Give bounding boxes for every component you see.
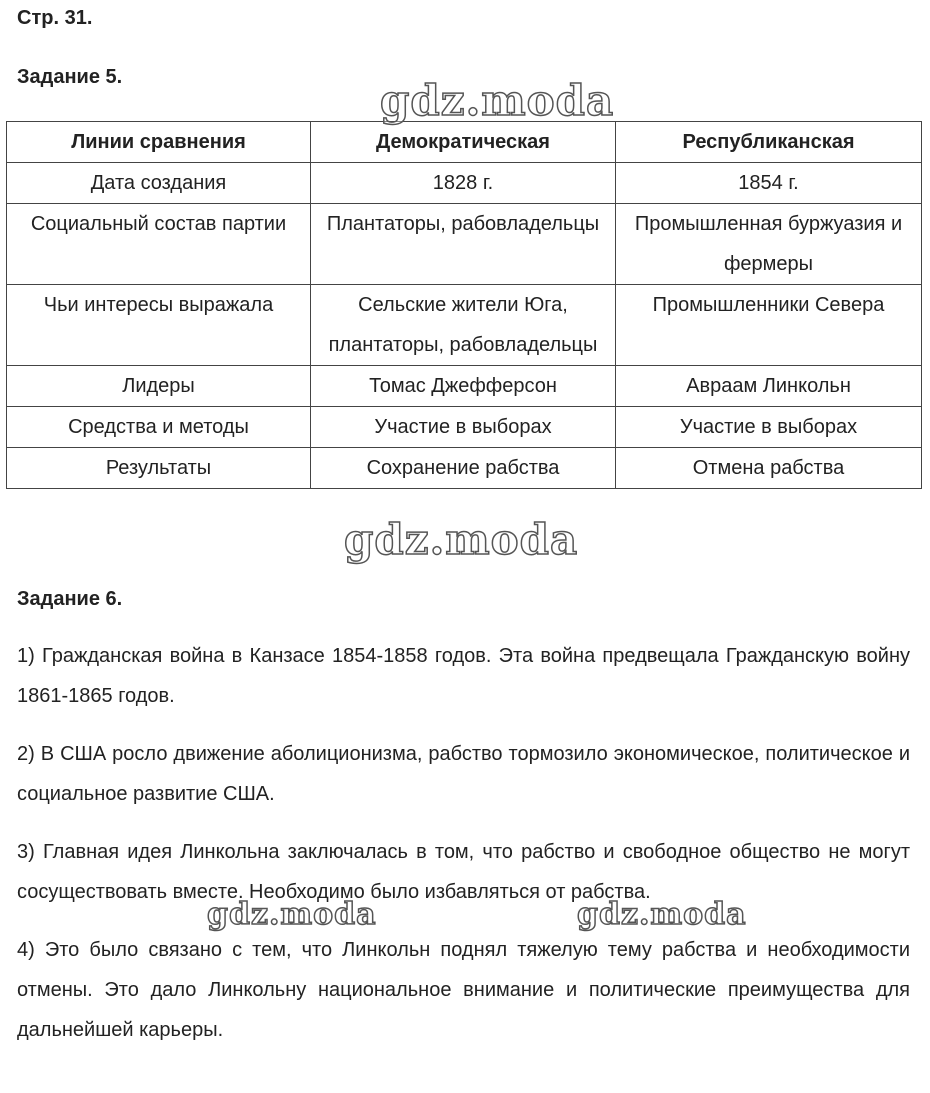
header-cell: Республиканская: [616, 122, 922, 163]
answer-paragraph: 4) Это было связано с тем, что Линкольн поднял тяжелую тему рабства и необходимости отмены. Это дало Линкольну национальное внимание и политические преимущества для дальнейшей карьеры.: [17, 939, 910, 1041]
table-cell: Лидеры: [7, 366, 311, 407]
table-cell: Томас Джефферсон: [311, 366, 616, 407]
table-row: [7, 366, 922, 407]
task-6-title: Задание 6.: [17, 588, 123, 610]
table-cell: Дата создания: [7, 163, 311, 204]
table-row: [7, 448, 922, 489]
table-cell: Сельские жители Юга, плантаторы, рабовладельцы: [311, 285, 616, 366]
table-cell: Участие в выборах: [616, 407, 922, 448]
table-cell: 1854 г.: [616, 163, 922, 204]
table-cell: Результаты: [7, 448, 311, 489]
task-5-title: Задание 5.: [17, 66, 123, 88]
watermark: gdz.moda: [344, 515, 579, 564]
table-header-row: [7, 122, 922, 163]
answer-paragraph: 1) Гражданская война в Канзасе 1854-1858 годов. Эта война предвещала Гражданскую войну 1861-1865 годов.: [17, 645, 910, 707]
table-cell: Чьи интересы выражала: [7, 285, 311, 366]
table-cell: Промышленники Севера: [616, 285, 922, 366]
table-cell: Сохранение рабства: [311, 448, 616, 489]
table-row: [7, 163, 922, 204]
answer-paragraph: 2) В США росло движение аболиционизма, рабство тормозило экономическое, политическое и социальное развитие США.: [17, 743, 910, 805]
table-cell: Отмена рабства: [616, 448, 922, 489]
watermark: gdz.moda: [577, 897, 747, 932]
table-cell: Плантаторы, рабовладельцы: [311, 204, 616, 285]
table-cell: Авраам Линкольн: [616, 366, 922, 407]
table-cell: 1828 г.: [311, 163, 616, 204]
table-row: [7, 407, 922, 448]
table-row: [7, 204, 922, 285]
watermark: gdz.moda: [207, 897, 377, 932]
table-cell: Участие в выборах: [311, 407, 616, 448]
answers-list: [17, 636, 910, 1068]
watermark: gdz.moda: [380, 76, 615, 125]
comparison-table: [6, 121, 922, 489]
table-cell: Социальный состав партии: [7, 204, 311, 285]
page-label: Стр. 31.: [17, 7, 93, 29]
table-cell: Средства и методы: [7, 407, 311, 448]
table-row: [7, 285, 922, 366]
header-cell: Линии сравнения: [7, 122, 311, 163]
header-cell: Демократическая: [311, 122, 616, 163]
answer-paragraph: 3) Главная идея Линкольна заключалась в том, что рабство и свободное общество не могут сосуществовать вместе. Необходимо было избавляться от рабства.: [17, 841, 910, 903]
table-cell: Промышленная буржуазия и фермеры: [616, 204, 922, 285]
